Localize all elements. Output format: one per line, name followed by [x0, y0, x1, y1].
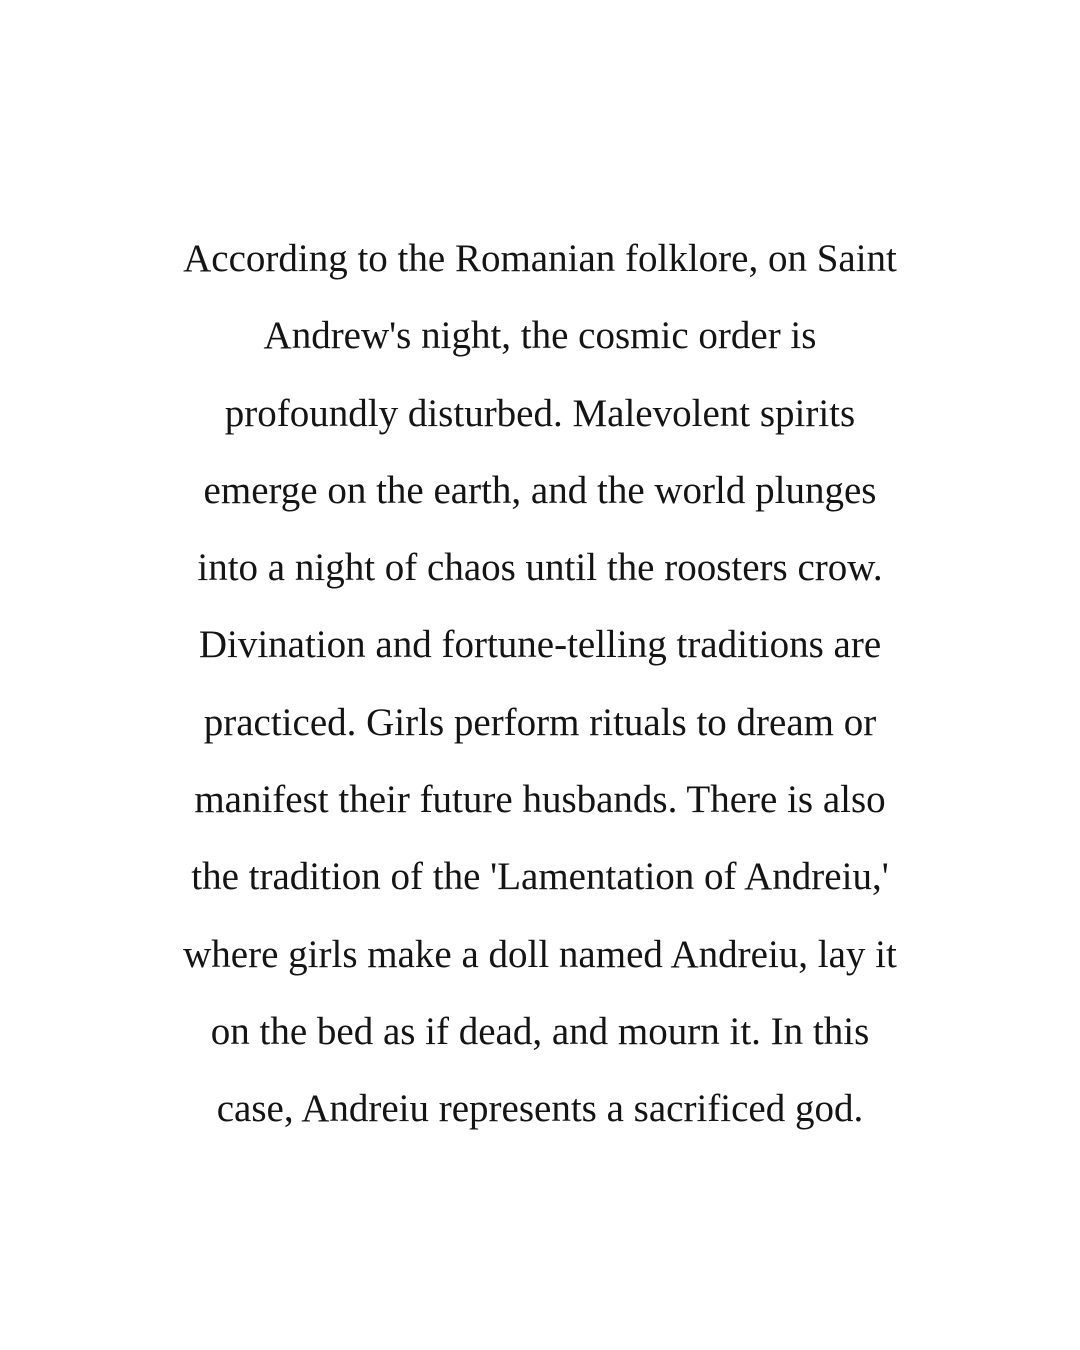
paragraph-line: practiced. Girls perform rituals to dream or	[203, 700, 877, 744]
paragraph-line: profoundly disturbed. Malevolent spirits	[224, 391, 856, 435]
paragraph-line: emerge on the earth, and the world plunges	[203, 468, 877, 512]
paragraph-line: According to the Romanian folklore, on Saint	[183, 237, 897, 280]
body-paragraph	[110, 220, 970, 1148]
paragraph-line: case, Andreiu represents a sacrificed god.	[216, 1087, 864, 1131]
paragraph-line: where girls make a doll named Andreiu, lay it	[183, 932, 897, 976]
paragraph-line: manifest their future husbands. There is also	[194, 778, 886, 822]
paragraph-line: Andrew's night, the cosmic order is	[263, 314, 817, 358]
paragraph-line: on the bed as if dead, and mourn it. In this	[210, 1009, 870, 1053]
paragraph-line: Divination and fortune-telling traditions are	[198, 623, 882, 667]
paragraph-line: the tradition of the 'Lamentation of Andreiu,'	[191, 855, 889, 899]
paragraph-line: into a night of chaos until the roosters crow.	[197, 546, 883, 590]
